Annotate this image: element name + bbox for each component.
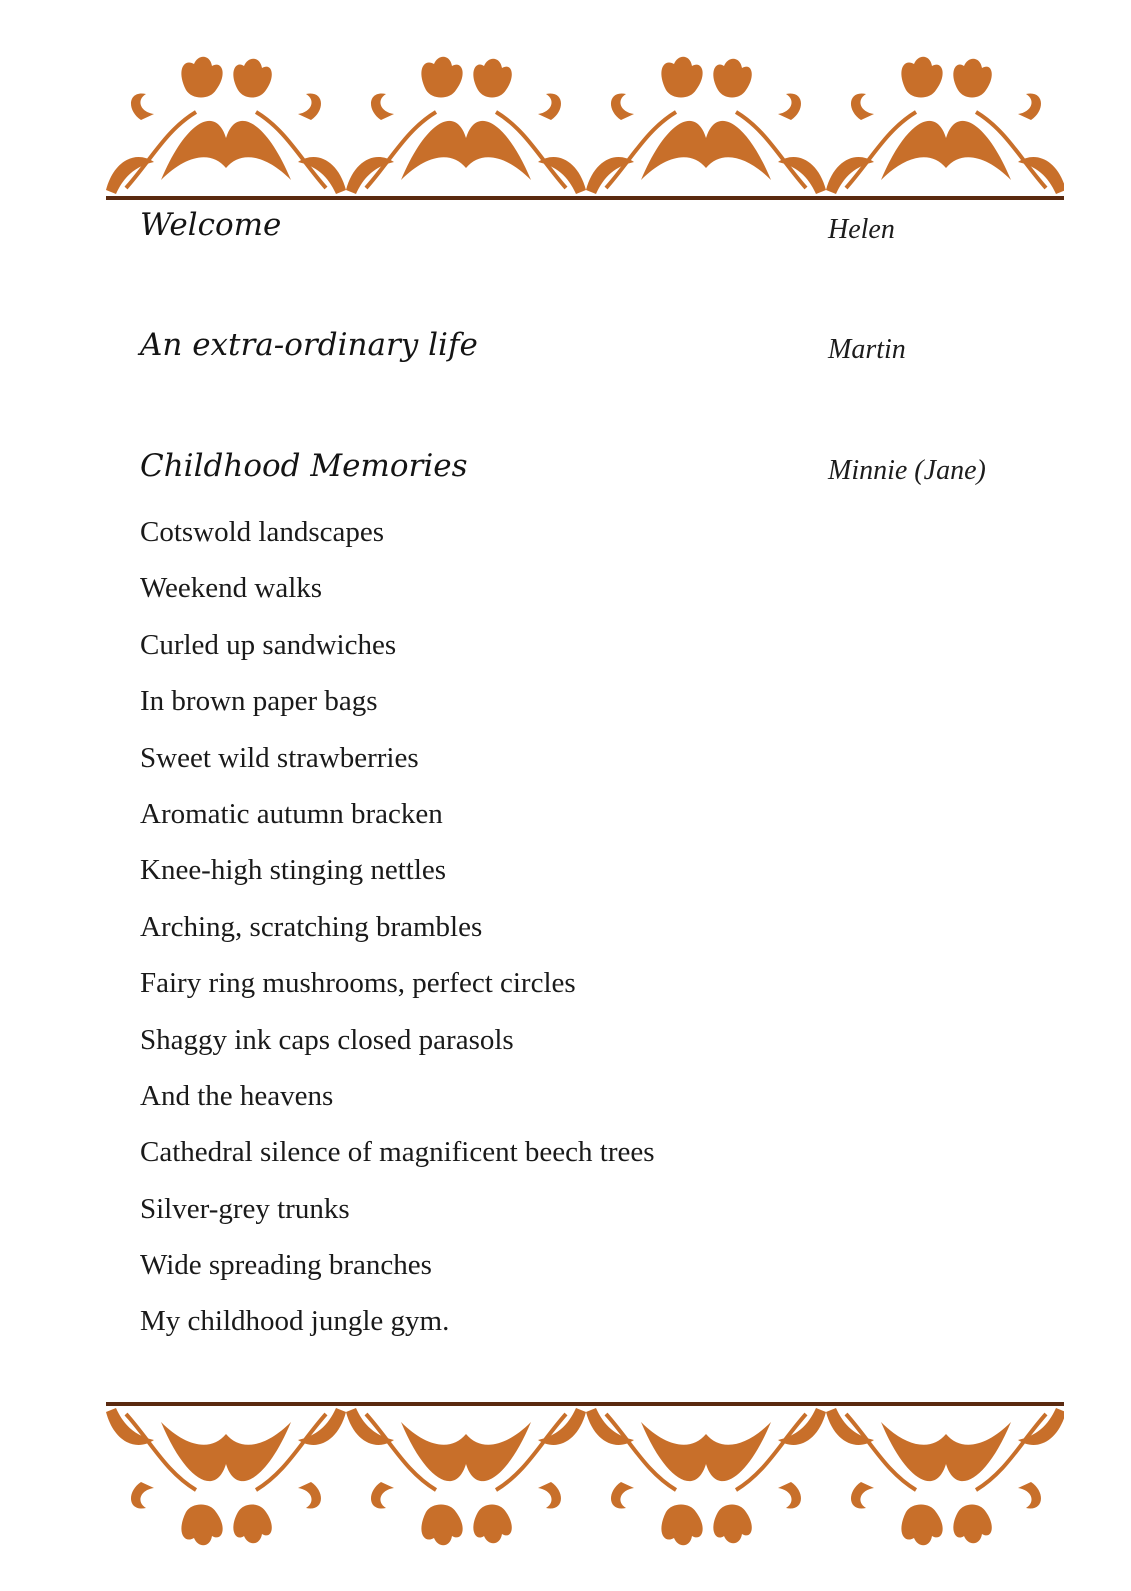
top-ornamental-border xyxy=(106,50,1064,202)
bottom-ornamental-border xyxy=(106,1402,1064,1552)
poem-line: And the heavens xyxy=(140,1079,334,1112)
program-speaker-welcome: Helen xyxy=(828,214,895,245)
poem-line: Curled up sandwiches xyxy=(140,628,397,661)
floral-border-top-svg xyxy=(106,50,1064,202)
program-title-childhood-memories: Childhood Memories xyxy=(140,448,468,484)
poem-line: Knee-high stinging nettles xyxy=(140,854,447,887)
program-speaker-childhood-memories: Minnie (Jane) xyxy=(828,455,986,486)
poem-line: Cathedral silence of magnificent beech trees xyxy=(140,1136,655,1169)
poem-line: Silver-grey trunks xyxy=(140,1192,350,1225)
poem-line: Sweet wild strawberries xyxy=(140,741,419,774)
poem-line: In brown paper bags xyxy=(140,685,378,718)
poem-line: Shaggy ink caps closed parasols xyxy=(140,1023,514,1056)
poem-line: Aromatic autumn bracken xyxy=(140,797,443,830)
poem-line: Arching, scratching brambles xyxy=(140,910,483,943)
program-speaker-extraordinary-life: Martin xyxy=(828,334,906,365)
poem-lines xyxy=(140,512,655,1358)
poem-line: Wide spreading branches xyxy=(140,1249,432,1282)
floral-border-bottom-svg xyxy=(106,1402,1064,1552)
poem-line: Weekend walks xyxy=(140,572,323,605)
program-title-welcome: Welcome xyxy=(140,207,282,243)
poem-line: My childhood jungle gym. xyxy=(140,1305,450,1338)
poem-line: Cotswold landscapes xyxy=(140,516,385,548)
poem-line: Fairy ring mushrooms, perfect circles xyxy=(140,967,576,1000)
program-title-extraordinary-life: An extra-ordinary life xyxy=(140,327,478,363)
